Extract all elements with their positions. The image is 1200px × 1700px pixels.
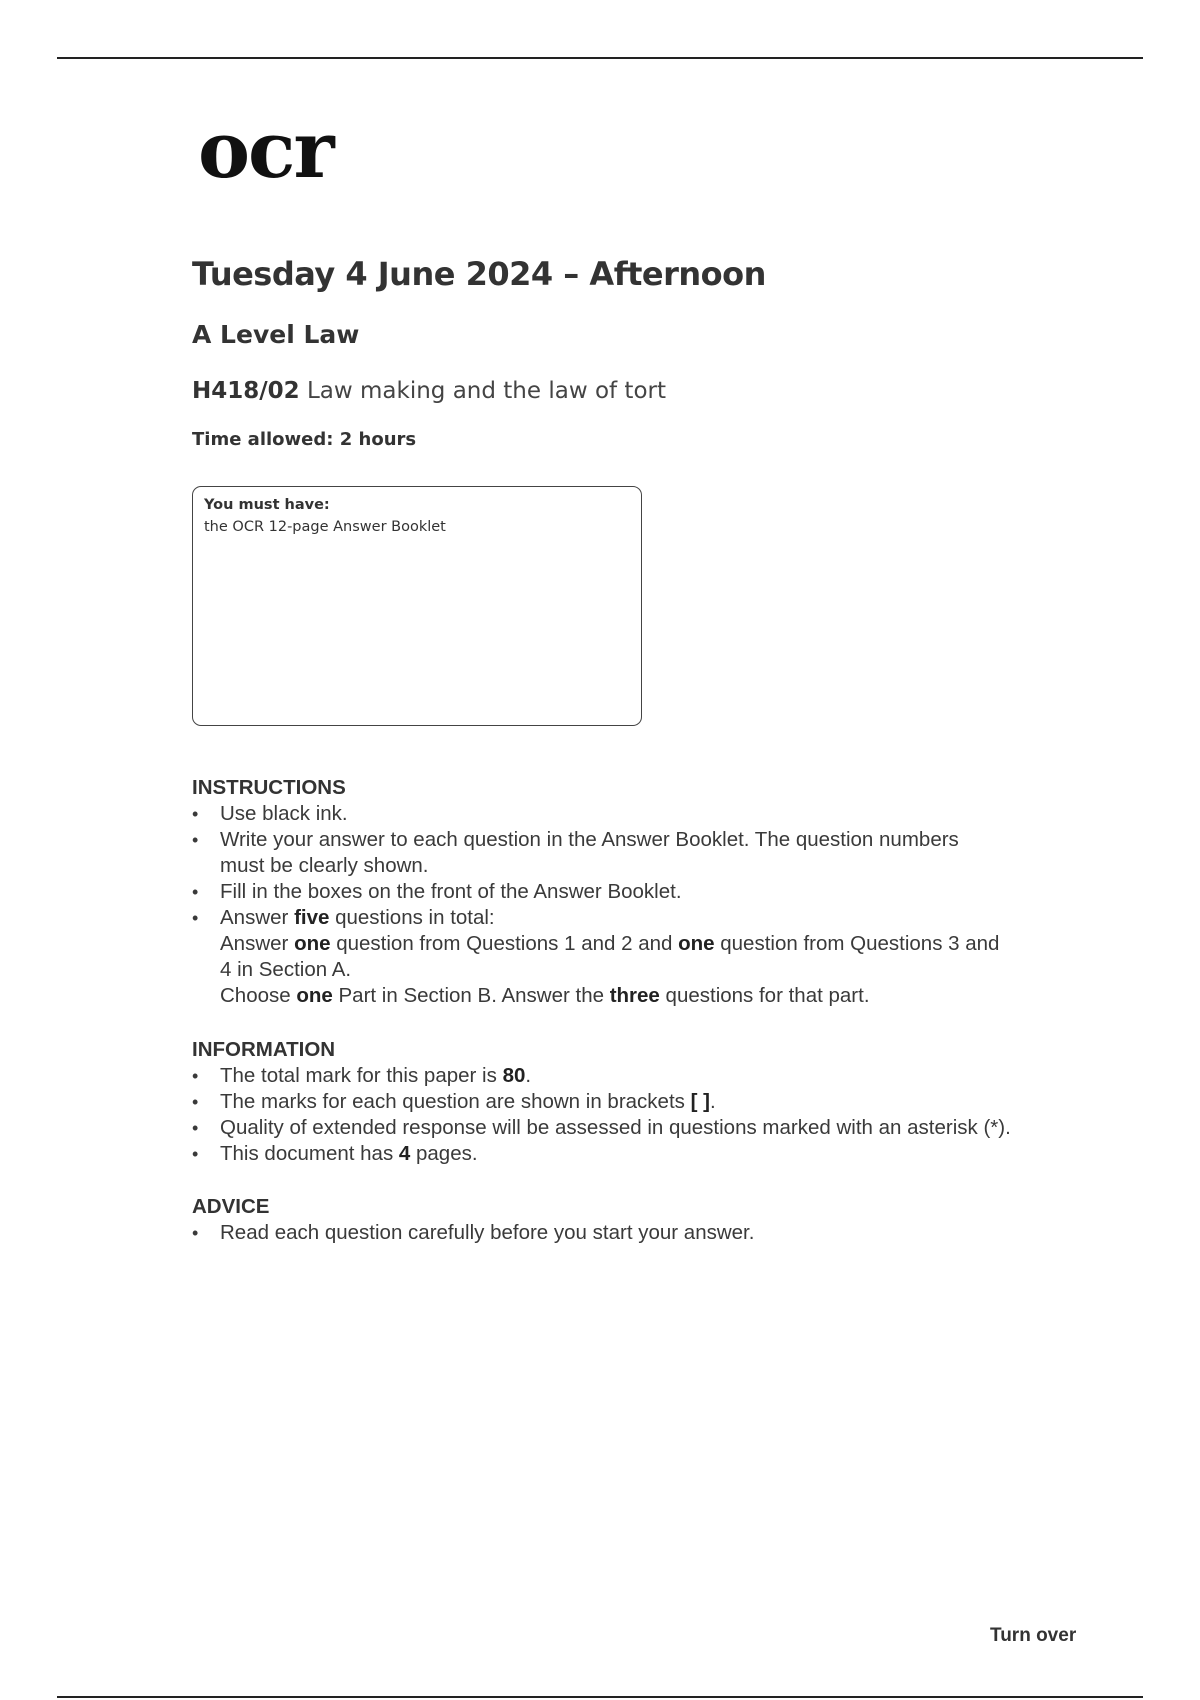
top-rule — [57, 57, 1143, 59]
list-item: • Read each question carefully before you start your answer. — [192, 1220, 1092, 1246]
instructions-section — [192, 775, 1092, 1009]
list-item: • Use black ink. — [192, 801, 1092, 827]
list-item: • This document has 4 pages. — [192, 1141, 1092, 1167]
advice-heading: ADVICE — [192, 1195, 270, 1218]
instructions-heading: INSTRUCTIONS — [192, 776, 346, 799]
information-section — [192, 1037, 1092, 1167]
list-item: • Quality of extended response will be assessed in questions marked with an asterisk (*). — [192, 1115, 1092, 1141]
exam-date-session: Tuesday 4 June 2024 – Afternoon — [192, 255, 766, 293]
advice-section — [192, 1194, 1092, 1246]
instructions-list — [192, 801, 1092, 1009]
component-line — [192, 378, 666, 404]
must-have-item: the OCR 12-page Answer Booklet — [204, 519, 446, 535]
time-allowed: Time allowed: 2 hours — [192, 429, 417, 450]
list-item: • Answer five questions in total: Answer one question from Questions 1 and 2 and one question from Questions 3 and 4 in Section A. Choose one Part in Section B. Answer the three questions for that part. — [192, 905, 1092, 1009]
component-title: Law making and the law of tort — [306, 378, 666, 404]
must-have-box — [192, 486, 642, 726]
component-code: H418/02 — [192, 378, 300, 404]
bottom-rule — [57, 1696, 1143, 1698]
information-list — [192, 1063, 1092, 1167]
list-item: • Fill in the boxes on the front of the Answer Booklet. — [192, 879, 1092, 905]
turn-over-label: Turn over — [990, 1625, 1077, 1646]
ocr-logo: ocr — [198, 105, 333, 196]
list-item: • Write your answer to each question in the Answer Booklet. The question numbers must be clearly shown. — [192, 827, 1092, 879]
list-item: • The marks for each question are shown in brackets [ ]. — [192, 1089, 1092, 1115]
list-item: • The total mark for this paper is 80. — [192, 1063, 1092, 1089]
must-have-title: You must have: — [204, 497, 330, 513]
information-heading: INFORMATION — [192, 1038, 336, 1061]
advice-list — [192, 1220, 1092, 1246]
qualification-title: A Level Law — [192, 320, 360, 349]
